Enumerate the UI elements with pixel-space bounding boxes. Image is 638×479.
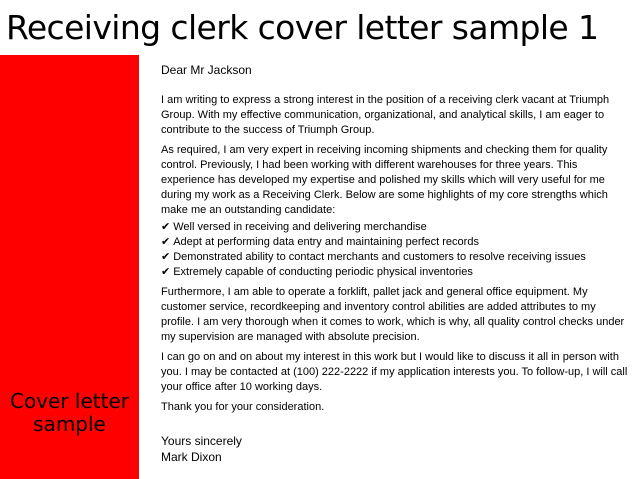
cover-letter: [161, 63, 631, 465]
list-item-text: Adept at performing data entry and maintaining perfect records: [173, 236, 479, 248]
paragraph-skills: Furthermore, I am able to operate a forklift, pallet jack and general office equipment. My customer service, recordkeeping and inventory control abilities are added attributes to my profile. I am very thorough when it comes to work, which is why, all quality control checks under my supervision are managed with absolute precision.: [161, 286, 625, 343]
list-item: [161, 235, 631, 250]
list-item: [161, 265, 631, 280]
list-item-text: Demonstrated ability to contact merchants and customers to resolve receiving issues: [173, 251, 586, 263]
checkmark-icon: ✔: [161, 236, 171, 248]
salutation: Dear Mr Jackson: [161, 63, 252, 77]
list-item: [161, 220, 631, 235]
sidebar-label: [0, 390, 139, 436]
list-item-text: Well versed in receiving and delivering merchandise: [173, 221, 427, 233]
paragraph-contact: I can go on and on about my interest in this work but I would like to discuss it all in person with you. I may be contacted at (100) 222-2222 if my application interests you. To follow-up, I will call your office after 10 working days.: [161, 351, 628, 393]
paragraph-experience: As required, I am very expert in receiving incoming shipments and checking them for quality control. Previously, I had been working with different warehouses for three years. This experience has developed my expertise and polished my skills which will very useful for me during my work as a Receiving Clerk. Below are some highlights of my core strengths which make me an outstanding candidate:: [161, 144, 608, 216]
signature: Mark Dixon: [161, 450, 222, 464]
list-item: [161, 250, 631, 265]
sidebar-label-line-2: sample: [33, 412, 106, 436]
checkmark-icon: ✔: [161, 251, 171, 263]
list-item-text: Extremely capable of conducting periodic physical inventories: [173, 266, 473, 278]
checkmark-icon: ✔: [161, 221, 171, 233]
paragraph-intro: I am writing to express a strong interest in the position of a receiving clerk vacant at Triumph Group. With my effective communication, organizational, and analytical skills, I am eager to contribute to the success of Triumph Group.: [161, 94, 610, 136]
slide-title: Receiving clerk cover letter sample 1: [6, 8, 599, 47]
closing: Yours sincerely: [161, 434, 242, 448]
sidebar-label-line-1: Cover letter: [10, 389, 129, 413]
highlights-list: [161, 220, 631, 280]
checkmark-icon: ✔: [161, 266, 171, 278]
paragraph-thanks: Thank you for your consideration.: [161, 401, 325, 413]
red-sidebar: [0, 55, 139, 479]
